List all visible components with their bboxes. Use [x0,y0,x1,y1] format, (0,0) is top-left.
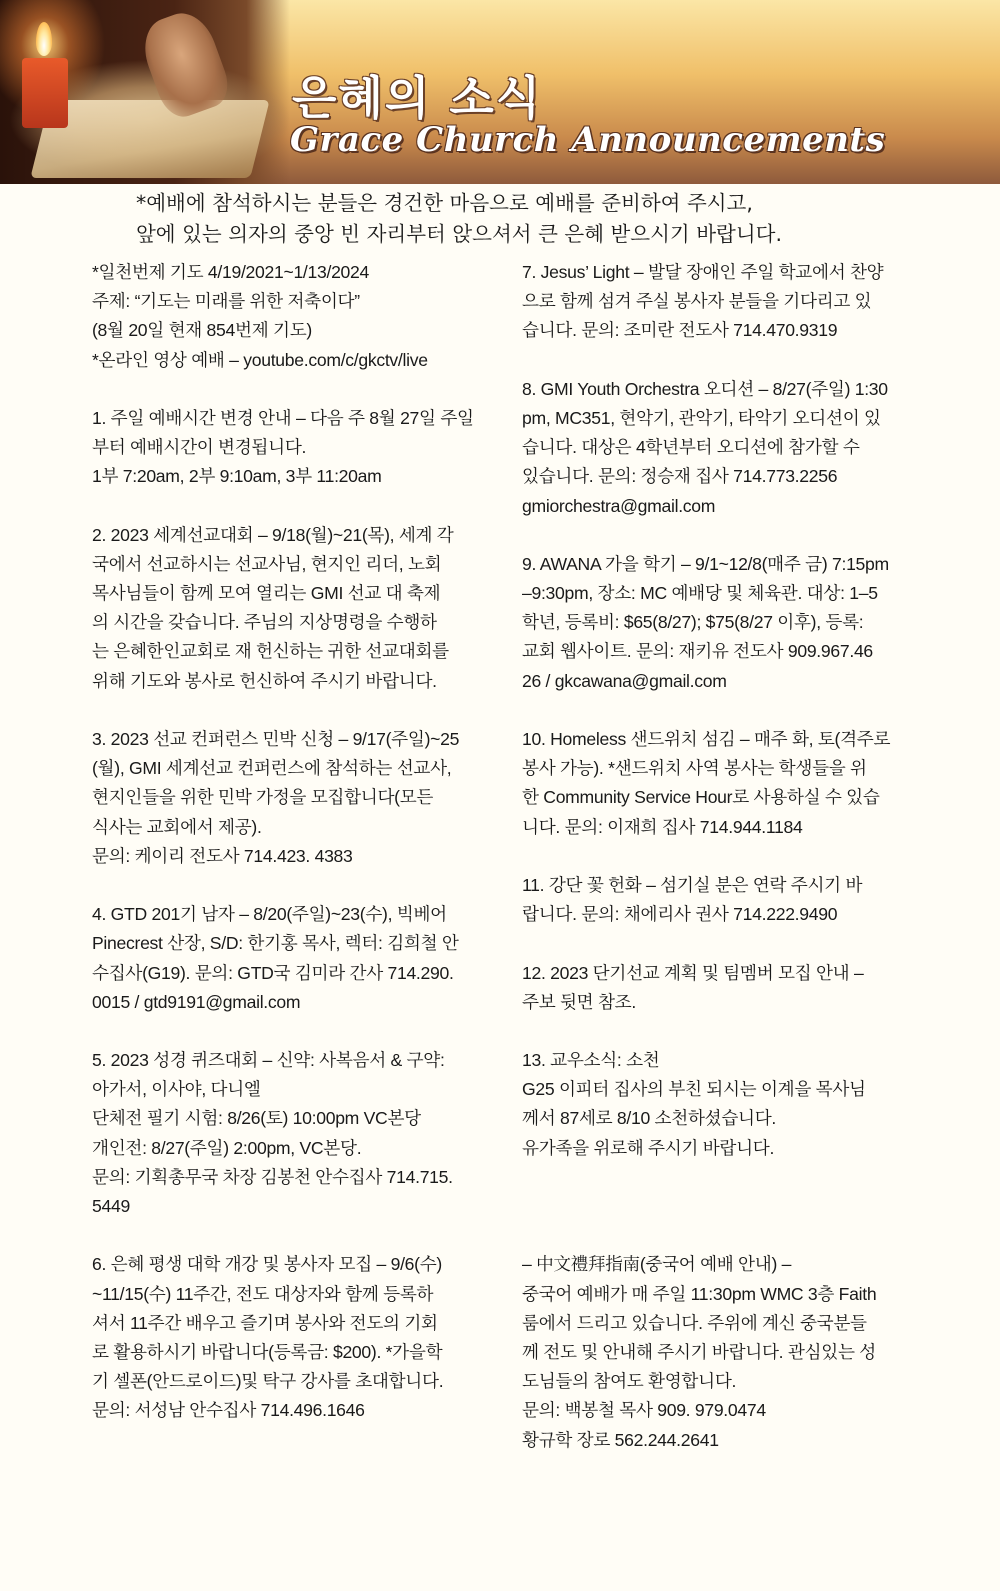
text-line: 의 시간을 갖습니다. 주님의 지상명령을 수행하 [92,612,437,633]
text-line: *일천번제 기도 4/19/2021~1/13/2024 [92,262,370,282]
text-line: 5. 2023 성경 퀴즈대회 – 신약: 사복음서 & 구약: [92,1050,445,1071]
text-line: 교회 웹사이트. 문의: 재키유 전도사 909.967.46 [522,641,873,662]
announcement-11 [522,871,940,929]
text-line: 5449 [92,1196,130,1216]
announcement-3 [92,725,510,871]
text-line: 수집사(G19). 문의: GTD국 김미라 간사 714.290. [92,962,454,983]
text-line: pm, MC351, 현악기, 관악기, 타악기 오디션이 있 [522,407,881,428]
text-line: 아가서, 이사야, 다니엘 [92,1079,261,1100]
text-line: 10. Homeless 샌드위치 섬김 – 매주 화, 토(격주로 [522,729,891,749]
title-english: Grace Church Announcements [290,120,886,160]
text-line: 있습니다. 문의: 정승재 집사 714.773.2256 [522,466,838,487]
text-line: 기 셀폰(안드로이드)및 탁구 강사를 초대합니다. [92,1371,444,1392]
text-line: 현지인들을 위한 민박 가정을 모집합니다(모든 [92,787,434,808]
announcement-1 [92,404,510,492]
text-line: 께 전도 및 안내해 주시기 바랍니다. 관심있는 성 [522,1341,876,1362]
text-line: 룸에서 드리고 있습니다. 주위에 계신 중국분들 [522,1312,867,1333]
text-line: 국에서 선교하시는 선교사님, 현지인 리더, 노회 [92,553,442,574]
text-line: 께서 87세로 8/10 소천하셨습니다. [522,1108,777,1129]
text-line: 6. 은혜 평생 대학 개강 및 봉사자 모집 – 9/6(수) [92,1254,442,1275]
text-line: 주보 뒷면 참조. [522,991,636,1012]
text-line: gmiorchestra@gmail.com [522,495,716,516]
text-line: 13. 교우소식: 소천 [522,1050,660,1071]
announcement-6 [92,1250,510,1425]
text-line: 문의: 케이리 전도사 714.423. 4383 [92,845,353,866]
chinese-service-info [522,1250,940,1454]
text-line: 셔서 11주간 배우고 즐기며 봉사와 전도의 기회 [92,1312,438,1333]
announcement-9 [522,550,940,696]
text-line: 한 Community Service Hour로 사용하실 수 있습 [522,787,880,808]
text-line: (월), GMI 세계선교 컨퍼런스에 참석하는 선교사, [92,758,452,779]
text-line: 7. Jesus’ Light – 발달 장애인 주일 학교에서 찬양 [522,262,884,282]
text-line: 11. 강단 꽃 헌화 – 섬기실 분은 연락 주시기 바 [522,874,863,895]
announcement-4 [92,900,510,1017]
text-line: 니다. 문의: 이재희 집사 714.944.1184 [522,816,803,837]
text-line: 주제: “기도는 미래를 위한 저축이다” [92,291,360,312]
worship-notice [136,188,896,250]
text-line: 8. GMI Youth Orchestra 오디션 – 8/27(주일) 1:30 [522,378,888,399]
text-line: –9:30pm, 장소: MC 예배당 및 체육관. 대상: 1–5 [522,583,878,604]
text-line: 1부 7:20am, 2부 9:10am, 3부 11:20am [92,466,382,487]
text-line: 중국어 예배가 매 주일 11:30pm WMC 3층 Faith [522,1283,877,1304]
announcement-12 [522,959,940,1017]
text-line: 유가족을 위로해 주시기 바랍니다. [522,1137,775,1158]
text-line: 식사는 교회에서 제공). [92,816,262,837]
text-line: 학년, 등록비: $65(8/27); $75(8/27 이후), 등록: [522,612,864,633]
text-line: 랍니다. 문의: 채에리사 권사 714.222.9490 [522,904,838,925]
text-line: (8월 20일 현재 854번제 기도) [92,320,312,341]
announcement-2 [92,521,510,696]
text-line: 단체전 필기 시험: 8/26(토) 10:00pm VC본당 [92,1108,421,1129]
announcement-5 [92,1046,510,1221]
announcement-7 [522,258,940,346]
text-line: 도님들의 참여도 환영합니다. [522,1371,737,1392]
text-line: 1. 주일 예배시간 변경 안내 – 다음 주 8월 27일 주일 [92,407,474,428]
text-line: 4. GTD 201기 남자 – 8/20(주일)~23(수), 빅베어 [92,904,447,925]
text-line: 26 / gkcawana@gmail.com [522,670,727,691]
notice-line: 앞에 있는 의자의 중앙 빈 자리부터 앉으셔서 큰 은혜 받으시기 바랍니다. [136,222,782,246]
prayer-candle-photo [0,0,290,184]
left-column [92,258,510,1426]
text-line: 습니다. 대상은 4학년부터 오디션에 참가할 수 [522,437,860,458]
text-line: 12. 2023 단기선교 계획 및 팀멤버 모집 안내 – [522,962,864,983]
right-column [522,258,940,1455]
text-line: 문의: 백봉철 목사 909. 979.0474 [522,1400,766,1421]
text-line: 으로 함께 섬겨 주실 봉사자 분들을 기다리고 있 [522,291,872,312]
text-line: 목사님들이 함께 모여 열리는 GMI 선교 대 축제 [92,583,441,604]
text-line: G25 이피터 집사의 부친 되시는 이계을 목사님 [522,1079,866,1100]
notice-line: *예배에 참석하시는 분들은 경건한 마음으로 예배를 준비하여 주시고, [136,191,753,215]
text-line: 9. AWANA 가을 학기 – 9/1~12/8(매주 금) 7:15pm [522,553,889,574]
text-line: 0015 / gtd9191@gmail.com [92,991,301,1012]
text-line: 습니다. 문의: 조미란 전도사 714.470.9319 [522,320,838,341]
text-line: 문의: 서성남 안수집사 714.496.1646 [92,1400,365,1421]
text-line: 위해 기도와 봉사로 헌신하여 주시기 바랍니다. [92,670,437,691]
announcement-13 [522,1046,940,1163]
text-line: *온라인 영상 예배 – youtube.com/c/gkctv/live [92,349,428,370]
text-line: 2. 2023 세계선교대회 – 9/18(월)~21(목), 세계 각 [92,524,454,545]
text-line: 문의: 기획총무국 차장 김봉천 안수집사 714.715. [92,1166,453,1187]
text-line: Pinecrest 산장, S/D: 한기홍 목사, 렉터: 김희철 안 [92,933,459,954]
prayer-info [92,258,510,375]
announcement-10 [522,725,940,842]
announcement-8 [522,375,940,521]
text-line: 3. 2023 선교 컨퍼런스 민박 신청 – 9/17(주일)~25 [92,729,460,749]
announcements-header [0,0,1000,184]
text-line: ~11/15(수) 11주간, 전도 대상자와 함께 등록하 [92,1283,434,1304]
title-korean: 은혜의 소식 [292,71,543,125]
candle-image [22,58,68,128]
text-line: 는 은혜한인교회로 재 헌신하는 귀한 선교대회를 [92,641,449,662]
text-line: 개인전: 8/27(주일) 2:00pm, VC본당. [92,1137,362,1158]
flame-image [36,22,52,56]
text-line: 봉사 가능). *샌드위치 사역 봉사는 학생들을 위 [522,758,867,779]
text-line: 황규학 장로 562.244.2641 [522,1429,719,1450]
text-line: – 中文禮拜指南(중국어 예배 안내) – [522,1254,792,1275]
text-line: 로 활용하시기 바랍니다(등록금: $200). *가을학 [92,1341,443,1362]
text-line: 부터 예배시간이 변경됩니다. [92,437,307,458]
